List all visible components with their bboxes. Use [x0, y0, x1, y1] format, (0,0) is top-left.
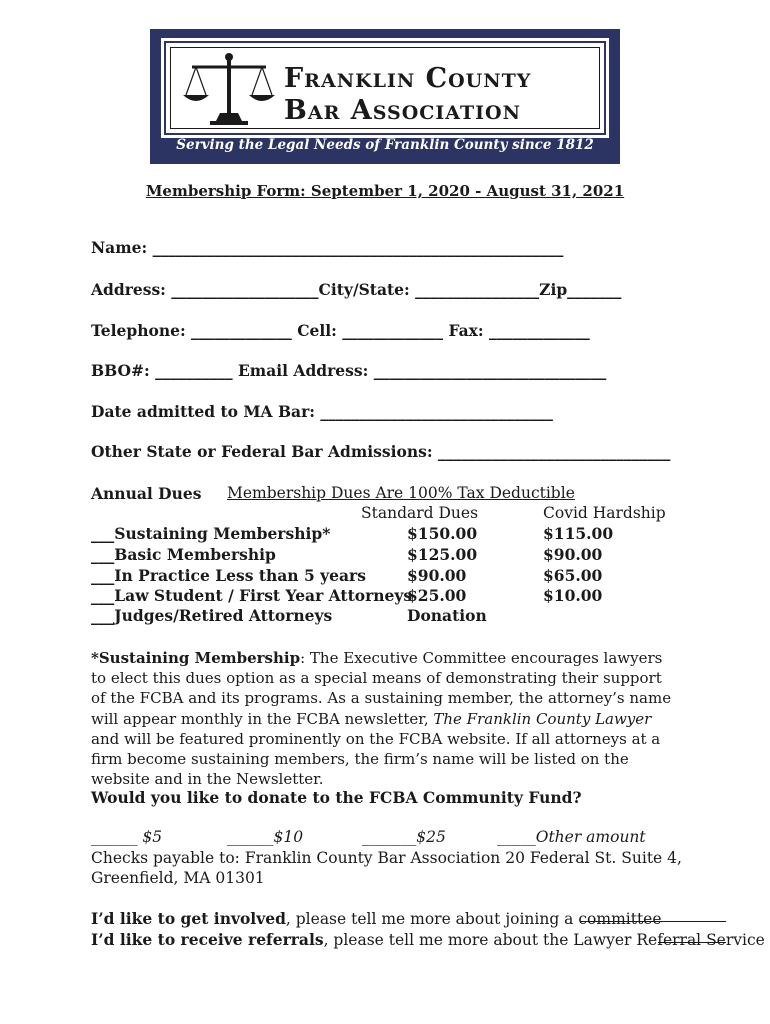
sustaining-heading: *Sustaining Membership	[91, 649, 301, 667]
dues-standard-student: $25.00	[407, 586, 467, 605]
checks-payable-line2: Greenfield, MA 01301	[91, 869, 265, 887]
donate-option-other[interactable]: _____Other amount	[497, 828, 646, 846]
dues-covid-student: $10.00	[543, 586, 603, 605]
logo-tagline: Serving the Legal Needs of Franklin County since 1812	[176, 137, 594, 153]
dues-option-new-practice[interactable]: ___In Practice Less than 5 years	[91, 566, 366, 585]
scales-of-justice-icon	[180, 51, 278, 129]
form-title: Membership Form: September 1, 2020 - August 31, 2021	[145, 182, 625, 200]
fcba-logo	[150, 29, 620, 164]
get-involved-blank[interactable]	[580, 921, 726, 922]
logo-title-line1: Franklin County	[284, 63, 532, 94]
receive-referrals-line[interactable]: I’d like to receive referrals, please tell me more about the Lawyer Referral Service	[91, 930, 765, 949]
date-admitted-field[interactable]: Date admitted to MA Bar: ______________________________	[91, 402, 553, 421]
bbo-email-field[interactable]: BBO#: __________ Email Address: ______________________________	[91, 361, 607, 380]
dues-option-student[interactable]: ___Law Student / First Year Attorneys	[91, 586, 413, 605]
dues-covid-new-practice: $65.00	[543, 566, 603, 585]
tax-deductible-note: Membership Dues Are 100% Tax Deductible	[227, 484, 575, 502]
dues-standard-basic: $125.00	[407, 545, 478, 564]
name-field[interactable]: Name: _____________________________________________________	[91, 238, 564, 257]
annual-dues-label: Annual Dues	[91, 484, 202, 503]
donate-question: Would you like to donate to the FCBA Community Fund?	[91, 788, 582, 807]
address-field[interactable]: Address: ___________________City/State: ________________Zip_______	[91, 280, 622, 299]
telephone-field[interactable]: Telephone: _____________ Cell: _____________ Fax: _____________	[91, 321, 590, 340]
get-involved-line[interactable]: I’d like to get involved, please tell me more about joining a committee	[91, 909, 662, 928]
donate-option-25[interactable]: _______$25	[362, 828, 446, 846]
standard-dues-header: Standard Dues	[361, 504, 479, 522]
donate-option-5[interactable]: ______ $5	[91, 828, 163, 846]
newsletter-title: The Franklin County Lawyer	[433, 709, 652, 728]
logo-title-line2: Bar Association	[284, 95, 521, 126]
sustaining-paragraph: *Sustaining Membership: The Executive Committee encourages lawyers to elect this dues option as a special means of demonstrating their support of the FCBA and its programs. As a sustaining member, the attorney’s name will appear monthly in the FCBA newsletter, The Franklin County Lawyer and will be featured prominently on the FCBA website. If all attorneys at a firm become sustaining members, the firm’s name will be listed on the website and in the Newsletter.	[91, 649, 672, 789]
dues-covid-basic: $90.00	[543, 545, 603, 564]
dues-standard-new-practice: $90.00	[407, 566, 467, 585]
logo-panel	[164, 41, 606, 135]
dues-standard-judges: Donation	[407, 606, 487, 625]
dues-option-sustaining[interactable]: ___Sustaining Membership*	[91, 524, 331, 543]
other-admissions-field[interactable]: Other State or Federal Bar Admissions: ______________________________	[91, 442, 671, 461]
dues-option-judges[interactable]: ___Judges/Retired Attorneys	[91, 606, 333, 625]
covid-hardship-header: Covid Hardship	[543, 504, 666, 522]
dues-option-basic[interactable]: ___Basic Membership	[91, 545, 276, 564]
dues-standard-sustaining: $150.00	[407, 524, 478, 543]
checks-payable-line1: Checks payable to: Franklin County Bar Association 20 Federal St. Suite 4,	[91, 849, 682, 867]
receive-referrals-blank[interactable]	[658, 942, 726, 943]
dues-covid-sustaining: $115.00	[543, 524, 614, 543]
donate-option-10[interactable]: ______$10	[227, 828, 304, 846]
